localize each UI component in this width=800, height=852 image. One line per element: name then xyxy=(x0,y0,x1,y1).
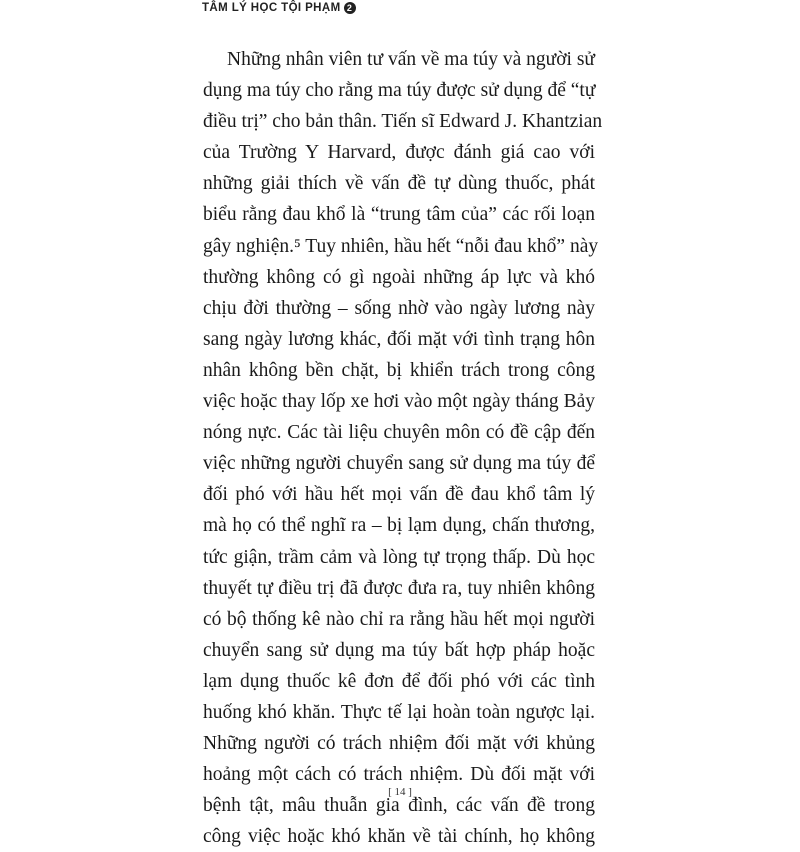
text-line: sang ngày lương khác, đối mặt với tình trạng hôn xyxy=(203,328,595,350)
text-line: thuyết tự điều trị đã được đưa ra, tuy nhiên không xyxy=(203,577,595,599)
text-line: mà họ có thể nghĩ ra – bị lạm dụng, chấn thương, xyxy=(203,515,595,537)
text-line: có bộ thống kê nào chỉ ra rằng hầu hết mọi người xyxy=(203,608,595,630)
text-line: Những người có trách nhiệm đối mặt với khủng xyxy=(203,733,595,755)
text-line: biểu rằng đau khổ là “trung tâm của” các rối loạn xyxy=(203,204,595,226)
text-line: bệnh tật, mâu thuẫn gia đình, các vấn đề trong xyxy=(203,795,595,817)
text-line: Những nhân viên tư vấn về ma túy và người sử xyxy=(227,49,595,70)
text-line: công việc hoặc khó khăn về tài chính, họ không xyxy=(203,826,595,848)
text-line: tức giận, trầm cảm và lòng tự trọng thấp. Dù học xyxy=(203,546,595,568)
text-line: dụng ma túy cho rằng ma túy được sử dụng để “tự xyxy=(203,80,596,102)
body-text xyxy=(203,44,603,852)
text-line: chuyển sang sử dụng ma túy bất hợp pháp hoặc xyxy=(203,639,595,661)
running-head xyxy=(202,2,356,14)
text-line: lạm dụng thuốc kê đơn để đối phó với các tình xyxy=(203,670,595,692)
text-line: điều trị” cho bản thân. Tiến sĩ Edward J. Khantzian xyxy=(203,111,603,133)
text-line: của Trường Y Harvard, được đánh giá cao với xyxy=(203,142,595,164)
text-line: huống khó khăn. Thực tế lại hoàn toàn ngược lại. xyxy=(203,701,595,723)
text-line: hoảng một cách có trách nhiệm. Dù đối mặt với xyxy=(203,764,595,786)
text-line: gây nghiện.⁵ Tuy nhiên, hầu hết “nỗi đau khổ” này xyxy=(203,235,599,257)
text-line: nóng nực. Các tài liệu chuyên môn có đề cập đến xyxy=(203,422,595,444)
text-line: đối phó với hầu hết mọi vấn đề đau khổ tâm lý xyxy=(203,484,595,506)
text-line: việc hoặc thay lốp xe hơi vào một ngày tháng Bảy xyxy=(203,391,595,413)
text-line: nhân không bền chặt, bị khiển trách trong công xyxy=(203,359,595,381)
volume-badge: 2 xyxy=(344,2,356,14)
page-number: [ 14 ] xyxy=(388,786,412,798)
text-line: thường không có gì ngoài những áp lực và khó xyxy=(203,266,595,288)
text-line: những giải thích về vấn đề tự dùng thuốc, phát xyxy=(203,173,595,195)
running-head-title: TÂM LÝ HỌC TỘI PHẠM xyxy=(202,2,341,14)
text-line: việc những người chuyển sang sử dụng ma túy để xyxy=(203,453,595,475)
text-line: chịu đời thường – sống nhờ vào ngày lương này xyxy=(203,297,595,319)
